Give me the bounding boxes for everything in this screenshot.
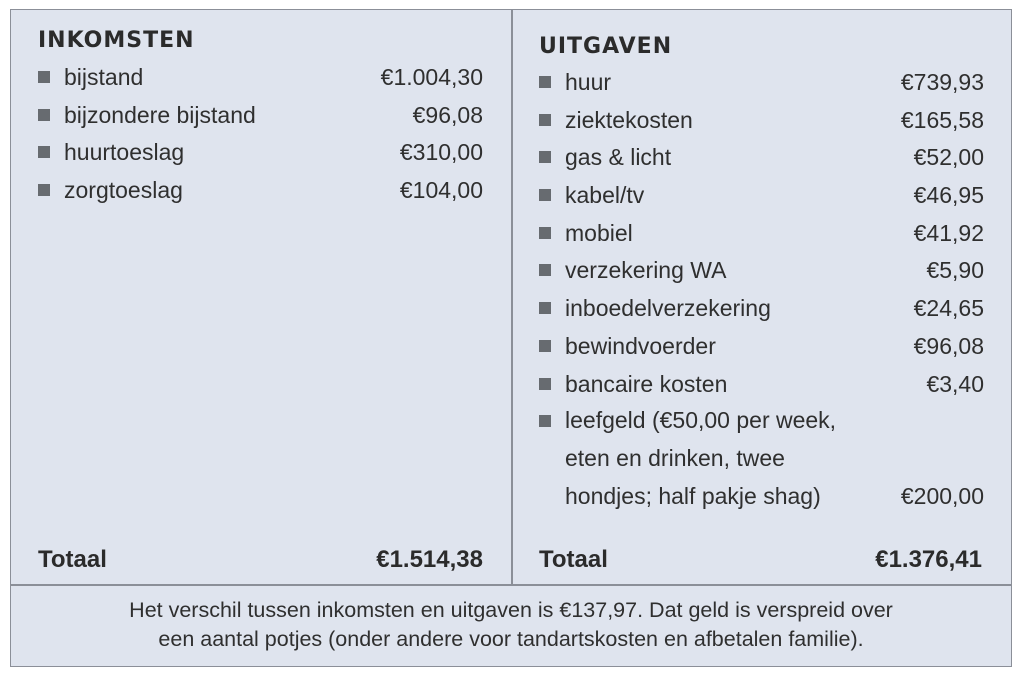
item-amount: €52,00 [913, 144, 984, 171]
footer-note [11, 596, 1011, 654]
footer-divider [11, 584, 1011, 586]
item-amount: €165,58 [900, 106, 984, 133]
square-bullet-icon [539, 76, 551, 88]
square-bullet-icon [539, 227, 551, 239]
square-bullet-icon [539, 340, 551, 352]
square-bullet-icon [539, 114, 551, 126]
list-item [539, 255, 984, 293]
total-label: Totaal [38, 546, 107, 573]
expenses-list [539, 67, 984, 515]
expenses-column [513, 10, 1013, 584]
item-label: inboedelverzekering [565, 295, 771, 322]
list-item [38, 62, 483, 100]
item-label: mobiel [565, 219, 633, 246]
item-amount: €24,65 [913, 295, 984, 322]
footer-line: een aantal potjes (onder andere voor tandartskosten en afbetalen familie). [158, 627, 864, 651]
total-label: Totaal [539, 546, 608, 573]
square-bullet-icon [38, 184, 50, 196]
item-amount: €3,40 [926, 370, 984, 397]
list-item [38, 175, 483, 213]
square-bullet-icon [539, 378, 551, 390]
income-column [11, 10, 511, 584]
list-item [539, 218, 984, 256]
list-item [539, 406, 984, 515]
budget-table [10, 9, 1012, 667]
square-bullet-icon [539, 302, 551, 314]
list-item [539, 67, 984, 105]
square-bullet-icon [539, 151, 551, 163]
item-label: huur [565, 69, 612, 95]
item-amount: €310,00 [399, 139, 483, 166]
square-bullet-icon [539, 189, 551, 201]
square-bullet-icon [539, 264, 551, 276]
item-label: ziektekosten [565, 106, 693, 133]
list-item [539, 180, 984, 218]
item-amount: €104,00 [399, 177, 483, 204]
item-amount: €96,08 [412, 101, 483, 128]
item-label: verzekering WA [565, 257, 727, 284]
square-bullet-icon [38, 109, 50, 121]
item-label: bijstand [64, 64, 144, 90]
item-label: kabel/tv [565, 182, 645, 209]
item-label-line: leefgeld (€50,00 per week, [565, 407, 837, 434]
item-amount: €46,95 [913, 182, 984, 209]
list-item [539, 331, 984, 369]
list-item [539, 293, 984, 331]
item-label: bancaire kosten [565, 370, 728, 397]
item-label-multiline [565, 402, 901, 515]
item-label: zorgtoeslag [64, 177, 183, 204]
income-heading: INKOMSTEN [38, 28, 195, 53]
item-label-line: eten en drinken, twee [565, 444, 785, 471]
income-list [38, 62, 483, 213]
expenses-total-row [539, 546, 982, 574]
total-amount: €1.376,41 [875, 546, 982, 573]
item-label: bewindvoerder [565, 332, 716, 359]
item-amount: €41,92 [913, 219, 984, 246]
expenses-heading: UITGAVEN [539, 34, 673, 59]
item-label: bijzondere bijstand [64, 101, 256, 128]
item-label: huurtoeslag [64, 139, 185, 166]
item-amount: €96,08 [913, 332, 984, 359]
income-total-row [38, 546, 483, 574]
list-item [38, 100, 483, 138]
total-amount: €1.514,38 [376, 546, 483, 573]
item-amount: €739,93 [900, 69, 984, 95]
square-bullet-icon [539, 415, 551, 427]
footer-line: Het verschil tussen inkomsten en uitgaven is €137,97. Dat geld is verspreid over [129, 598, 893, 622]
list-item [539, 369, 984, 407]
item-label: gas & licht [565, 144, 672, 171]
list-item [539, 142, 984, 180]
square-bullet-icon [38, 71, 50, 83]
item-amount: €1.004,30 [380, 64, 483, 90]
list-item [38, 137, 483, 175]
list-item [539, 105, 984, 143]
item-amount: €200,00 [900, 482, 984, 509]
item-label-line: hondjes; half pakje shag) [565, 482, 821, 509]
item-amount: €5,90 [926, 257, 984, 284]
square-bullet-icon [38, 146, 50, 158]
